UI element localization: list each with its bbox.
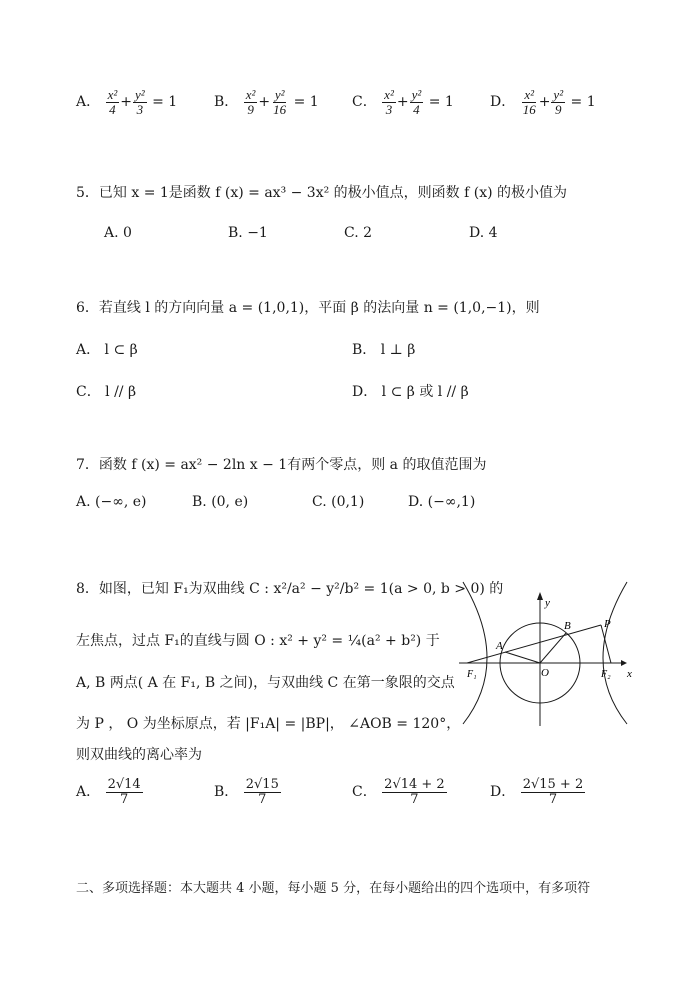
segment-ob [540,633,566,663]
label-p: P [604,618,611,630]
section-2-heading: 二、多项选择题：本大题共 4 小题，每小题 5 分，在每小题给出的四个选项中，有多项符 [76,881,591,896]
q8-option-b: B． $\frac{2√15}{7}$ [214,777,279,807]
q7-option-c: C. (0,1) [312,494,365,510]
q4-a-label: A． [76,94,101,111]
q7-option-a: A. (−∞, e) [76,494,147,510]
q7-stem: 7．函数 f (x) = ax² − 2ln x − 1有两个零点，则 a 的取值范围为 [76,457,487,473]
q8-option-a: A． $\frac{2√14}{7}$ [76,777,141,807]
q6-option-d: D． l ⊂ β 或 l // β [352,384,469,400]
segment-oa [505,652,540,663]
q5-stem: 5．已知 x = 1是函数 f (x) = ax³ − 3x² 的极小值点，则函数 f (x) 的极小值为 [76,185,568,201]
q6-option-a: A． l ⊂ β [76,342,138,358]
q4-option-b: B． $\frac{\text{x²}}{9}$ + $\frac{\text{y²}}{16}$ = 1 [214,87,319,117]
q5-option-a: A. 0 [104,225,132,241]
q4-option-c: C． $\frac{\text{x²}}{3}$ + $\frac{\text{y²}}{4}$ = 1 [352,87,454,117]
q6-option-b: B． l ⊥ β [352,342,416,358]
q5-option-c: C. 2 [344,225,373,241]
q8-line1: 8．如图，已知 F₁为双曲线 C : x²/a² − y²/b² = 1(a > 0, b > 0) 的 [76,581,504,597]
label-f2: F₂ [601,669,611,680]
x-axis-arrow [621,660,627,666]
label-y: y [545,597,550,609]
y-axis-arrow [537,592,543,600]
q5-option-d: D. 4 [469,225,498,241]
label-f1: F₁ [467,669,477,680]
q7-option-d: D. (−∞,1) [408,494,476,510]
hyperbola-figure [455,578,635,728]
label-b: B [564,620,571,632]
q8-option-d: D． $\frac{2√15 + 2}{7}$ [490,777,584,807]
hyperbola-right-branch [603,582,627,724]
q4-a-frac2: $\frac{\text{y²}}{3}$ [134,87,145,117]
q8-line4: 为 P ， O 为坐标原点，若 |F₁A| = |BP|， ∠AOB = 120°， [76,716,461,732]
q7-option-b: B. (0, e) [192,494,249,510]
q8-line3: A, B 两点( A 在 F₁, B 之间)，与双曲线 C 在第一象限的交点 [76,675,455,691]
label-a: A [496,640,503,652]
q8-line2: 左焦点，过点 F₁的直线与圆 O : x² + y² = ¼(a² + b²) 于 [76,633,440,649]
q4-option-d: D． $\frac{\text{x²}}{16}$ + $\frac{\text{y²}}{9}$ = 1 [490,87,596,117]
q6-stem: 6．若直线 l 的方向向量 a = (1,0,1)，平面 β 的法向量 n = (1,0,−1)，则 [76,300,540,316]
label-x: x [627,668,632,680]
hyperbola-left-branch [463,582,487,724]
q6-option-c: C． l // β [76,384,137,400]
q8-option-c: C． $\frac{2√14 + 2}{7}$ [352,777,445,807]
q8-line5: 则双曲线的离心率为 [76,747,202,763]
label-o: O [541,667,549,679]
q4-a-frac1: $\frac{\text{x²}}{4}$ [107,87,118,117]
q5-option-b: B. −1 [228,225,268,241]
line-f1-p [467,625,601,663]
q4-option-a: A． $\frac{\text{x²}}{4}$ + $\frac{\text{y²}}{3}$ = 1 [76,87,178,117]
